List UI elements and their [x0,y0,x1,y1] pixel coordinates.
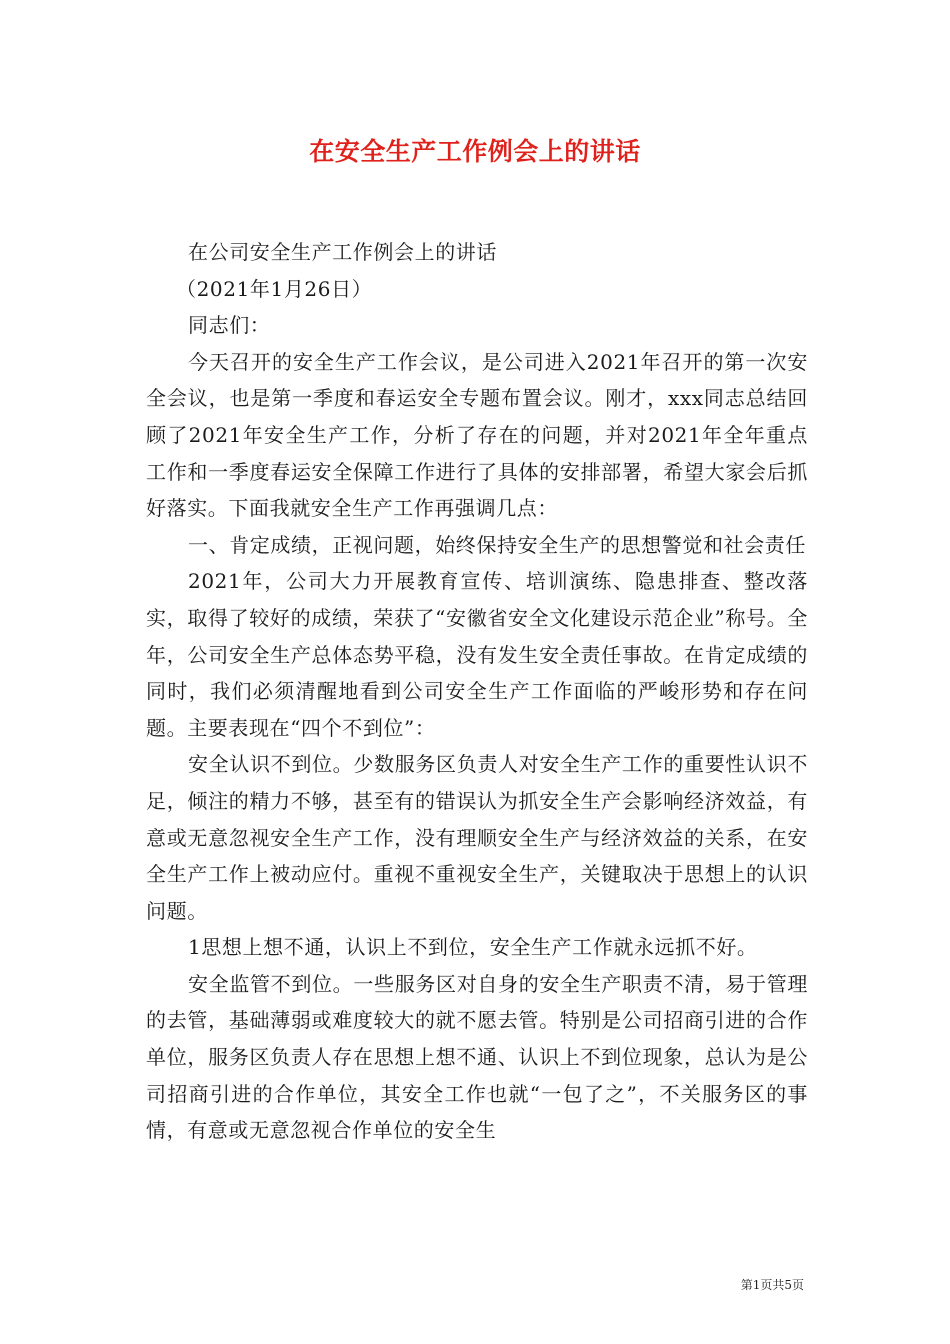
subtitle-line: 在公司安全生产工作例会上的讲话 [188,240,497,264]
page-number: 第1页共5页 [740,1278,804,1292]
section-heading: 一、肯定成绩，正视问题，始终保持安全生产的思想警觉和社会责任 [188,532,806,557]
document-title: 在安全生产工作例会上的讲话 [309,137,641,166]
document-body [146,234,808,1149]
date-line: （2021年1月26日） [176,276,373,301]
paragraph: 1思想上想不通，认识上不到位，安全生产工作就永远抓不好。 [188,935,758,960]
paragraph: 安全认识不到位。少数服务区负责人对安全生产工作的重要性认识不足，倾注的精力不够，甚至有的错误认为抓安全生产会影响经济效益，有意或无意忽视安全生产工作，没有理顺安全生产与经济效益的关系，在安全生产工作上被动应付。重视不重视安全生产，关键取决于思想上的认识问题。 [146,752,808,923]
paragraph: 安全监管不到位。一些服务区对自身的安全生产职责不清，易于管理的去管，基础薄弱或难度较大的就不愿去管。特别是公司招商引进的合作单位，服务区负责人存在思想上想不通、认识上不到位现象，总认为是公司招商引进的合作单位，其安全工作也就“一包了之”，不关服务区的事情，有意或无意忽视合作单位的安全生 [146,971,808,1143]
paragraph: 今天召开的安全生产工作会议，是公司进入2021年召开的第一次安全会议，也是第一季度和春运安全专题布置会议。刚才，xxx同志总结回顾了2021年安全生产工作，分析了存在的问题，并对2021年全年重点工作和一季度春运安全保障工作进行了具体的安排部署，希望大家会后抓好落实。下面我就安全生产工作再强调几点： [146,349,808,521]
greeting-line: 同志们： [188,313,271,338]
paragraph: 2021年，公司大力开展教育宣传、培训演练、隐患排查、整改落实，取得了较好的成绩，荣获了“安徽省安全文化建设示范企业”称号。全年，公司安全生产总体态势平稳，没有发生安全责任事故。在肯定成绩的同时，我们必须清醒地看到公司安全生产工作面临的严峻形势和存在问题。主要表现在“四个不到位”： [146,569,808,740]
